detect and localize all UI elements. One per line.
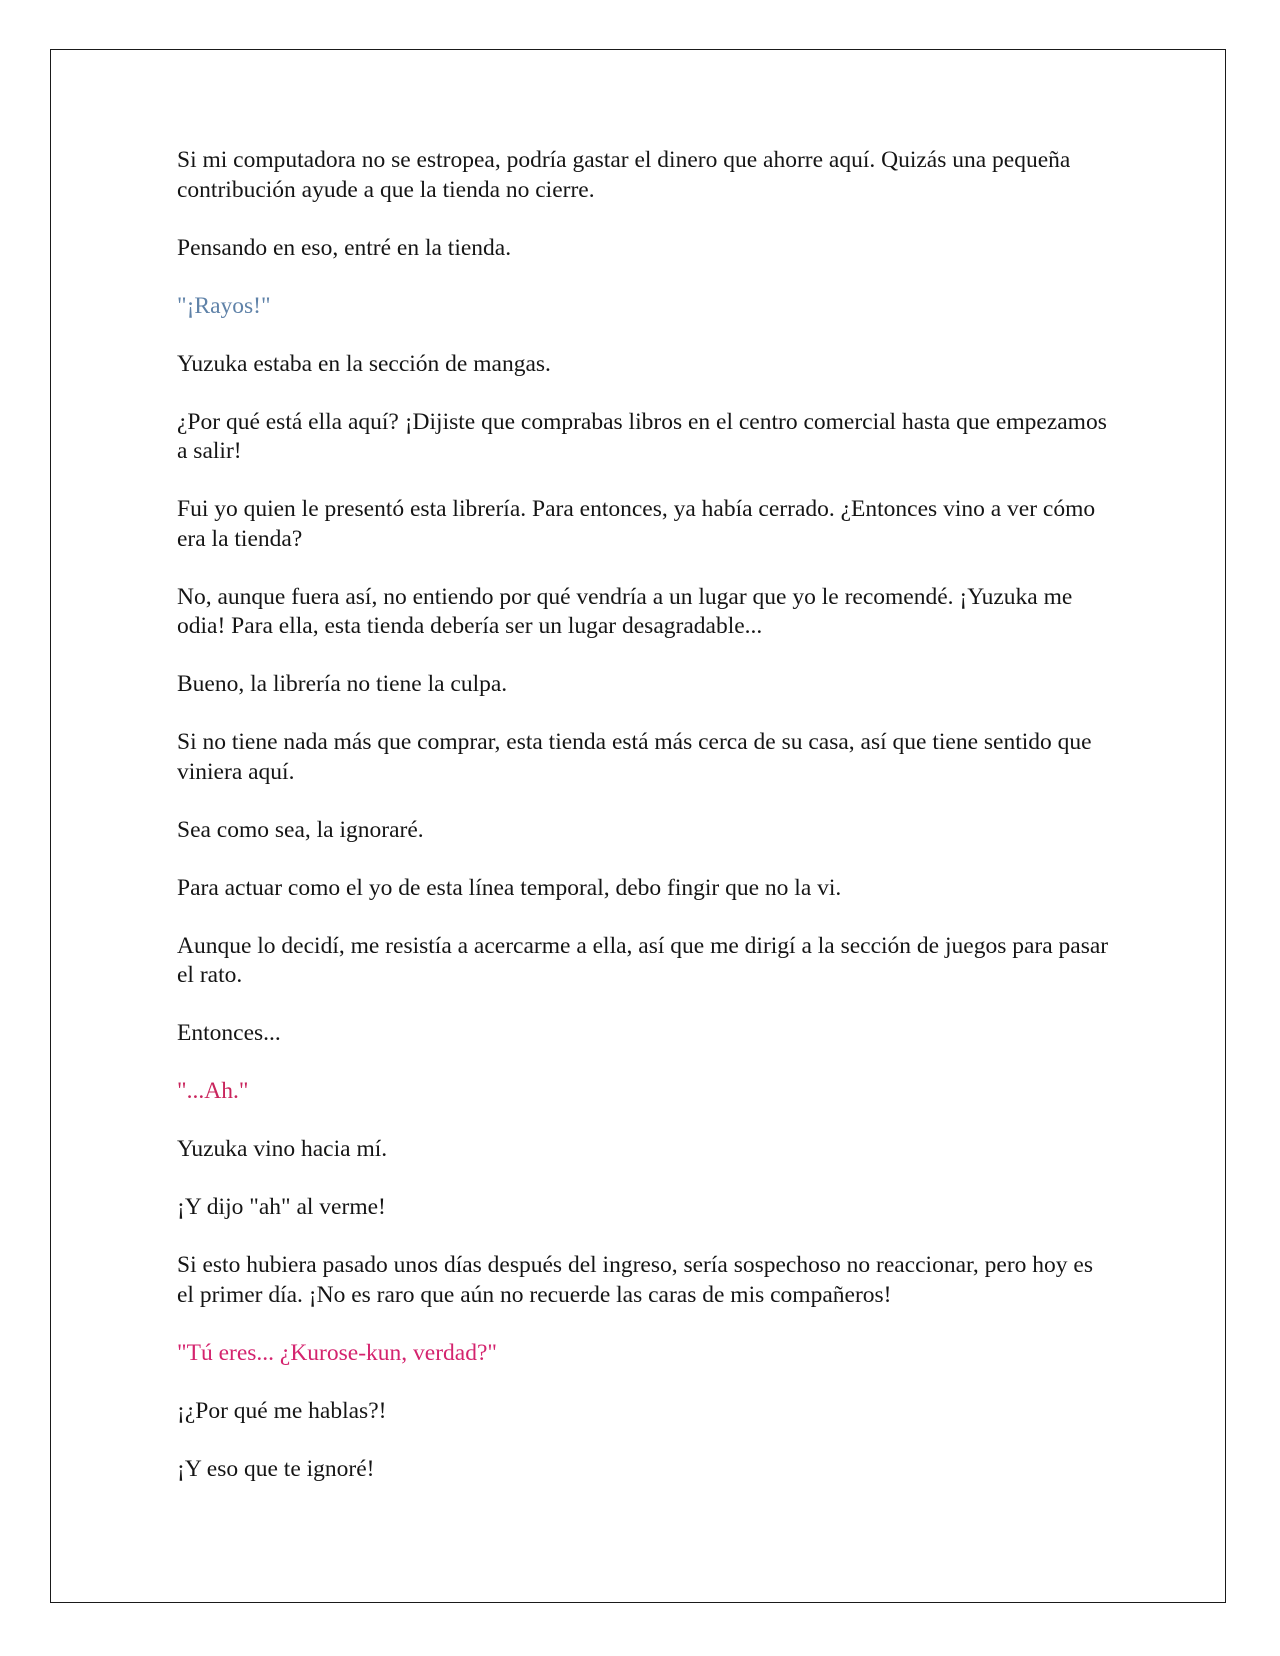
paragraph: Bueno, la librería no tiene la culpa.	[177, 671, 508, 697]
dialogue-line: "¡Rayos!"	[177, 292, 271, 319]
paragraph: Yuzuka vino hacia mí.	[177, 1136, 388, 1162]
paragraph: Pensando en eso, entré en la tienda.	[177, 234, 512, 261]
paragraph: Fui yo quien le presentó esta librería. Para entonces, ya había cerrado. ¿Entonces vino a ver cómo era la tienda?	[177, 496, 1096, 552]
paragraph: Si no tiene nada más que comprar, esta tienda está más cerca de su casa, así que tiene sentido que viniera aquí.	[177, 729, 1092, 785]
paragraph: Aunque lo decidí, me resistía a acercarme a ella, así que me dirigí a la sección de juegos para pasar el rato.	[177, 932, 1109, 988]
paragraph: Para actuar como el yo de esta línea temporal, debo fingir que no la vi.	[177, 874, 842, 901]
dialogue-line: "...Ah."	[177, 1078, 249, 1104]
paragraph: Sea como sea, la ignoraré.	[177, 816, 424, 843]
paragraph: ¡¿Por qué me hablas?!	[177, 1397, 387, 1424]
paragraph: ¡Y eso que te ignoré!	[177, 1455, 375, 1482]
document-body	[177, 146, 1112, 1513]
paragraph: No, aunque fuera así, no entiendo por qué vendría a un lugar que yo le recomendé. ¡Yuzuka me odia! Para ella, esta tienda debería ser un lugar desagradable...	[177, 583, 1073, 639]
paragraph: Si mi computadora no se estropea, podría gastar el dinero que ahorre aquí. Quizás una pequeña contribución ayude a que la tienda no cierre.	[177, 147, 1071, 203]
paragraph: ¿Por qué está ella aquí? ¡Dijiste que comprabas libros en el centro comercial hasta que empezamos a salir!	[177, 408, 1107, 464]
paragraph: ¡Y dijo "ah" al verme!	[177, 1194, 386, 1220]
paragraph: Yuzuka estaba en la sección de mangas.	[177, 350, 551, 377]
paragraph: Entonces...	[177, 1020, 281, 1046]
paragraph: Si esto hubiera pasado unos días después del ingreso, sería sospechoso no reaccionar, pero hoy es el primer día. ¡No es raro que aún no recuerde las caras de mis compañeros!	[177, 1252, 1093, 1308]
dialogue-line: "Tú eres... ¿Kurose-kun, verdad?"	[177, 1339, 497, 1366]
